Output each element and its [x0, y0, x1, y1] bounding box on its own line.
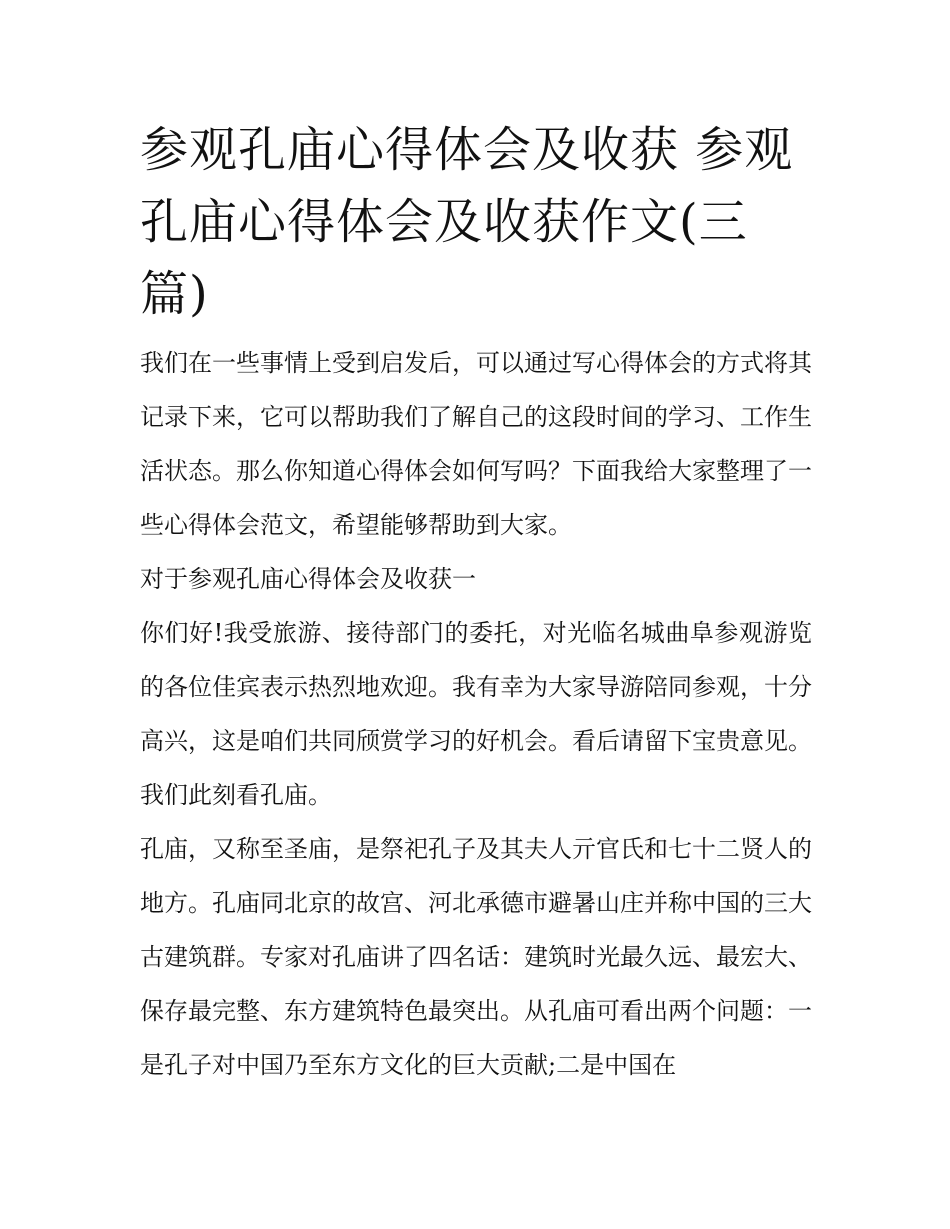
temple-description-paragraph: 孔庙，又称至圣庙，是祭祀孔子及其夫人亓官氏和七十二贤人的地方。孔庙同北京的故宫、河北承德市避暑山庄并称中国的三大古建筑群。专家对孔庙讲了四名话：建筑时光最久远、最宏大、保存最完整、东方建筑特色最突出。从孔庙可看出两个问题：一是孔子对中国乃至东方文化的巨大贡献;二是中国在	[140, 835, 812, 1079]
document-body	[140, 336, 812, 1092]
greeting-paragraph: 你们好!我受旅游、接待部门的委托，对光临名城曲阜参观游览的各位佳宾表示热烈地欢迎。我有幸为大家导游陪同参观，十分高兴，这是咱们共同颀赏学习的好机会。看后请留下宝贵意见。	[140, 619, 812, 755]
transition-paragraph: 我们此刻看孔庙。	[140, 781, 332, 809]
document-title: 参观孔庙心得体会及收获 参观孔庙心得体会及收获作文(三篇)	[140, 122, 794, 322]
intro-paragraph: 我们在一些事情上受到启发后，可以通过写心得体会的方式将其记录下来，它可以帮助我们了解自己的这段时间的学习、工作生活状态。那么你知道心得体会如何写吗？下面我给大家整理了一些心得体会范文，希望能够帮助到大家。	[140, 349, 812, 539]
section-heading: 对于参观孔庙心得体会及收获一	[140, 565, 476, 593]
document-content	[140, 114, 812, 1092]
